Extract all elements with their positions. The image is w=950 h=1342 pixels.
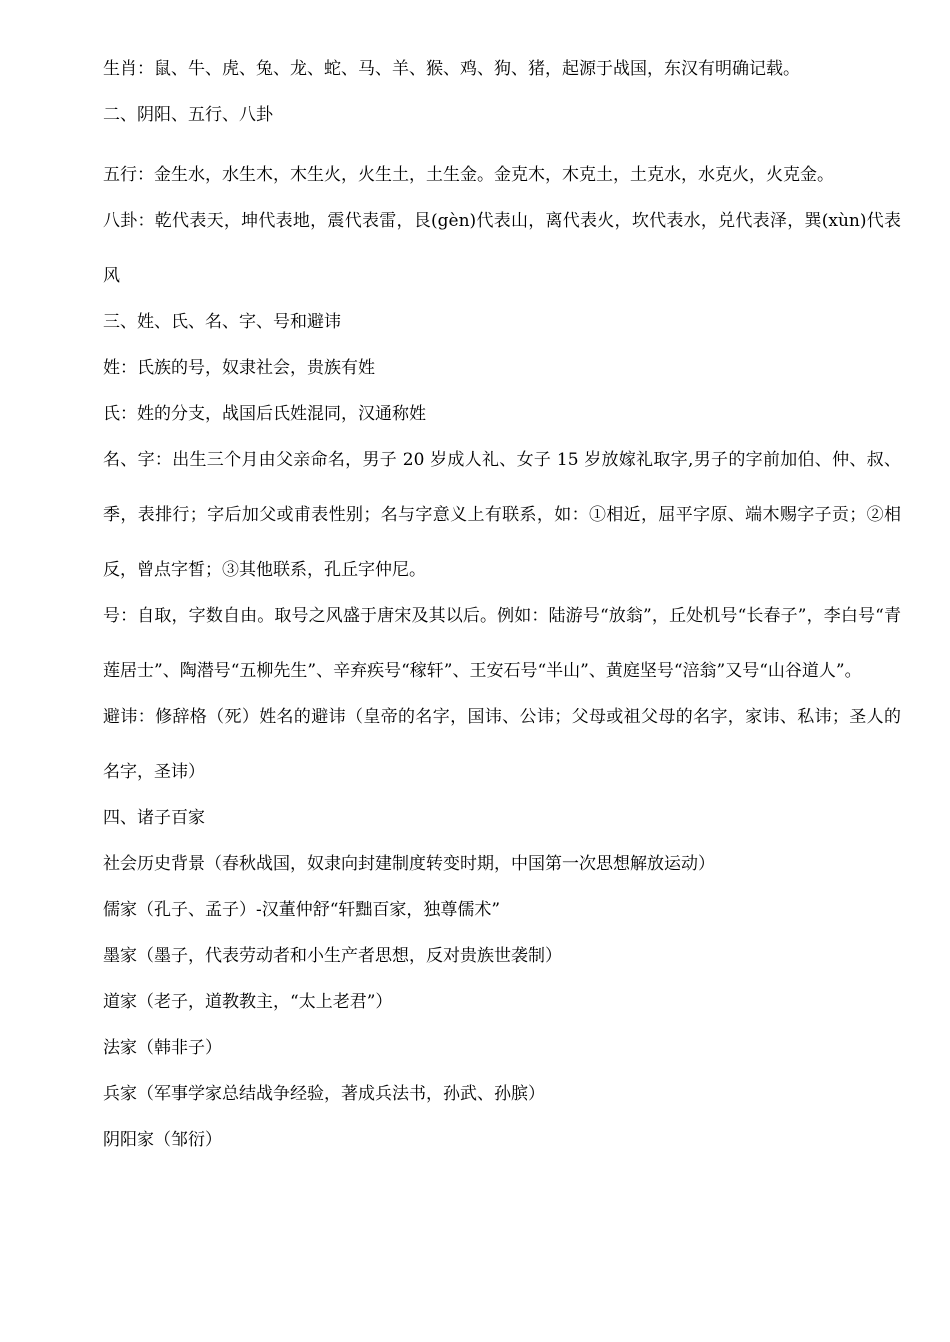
- paragraph-wuxing: 五行：金生水，水生木，木生火，火生土，土生金。金克木，木克土，土克水，水克火，火克金。: [103, 165, 834, 185]
- text-line-clan: 氏：姓的分支，战国后氏姓混同，汉通称姓: [103, 404, 426, 424]
- text-line-mohism: 墨家（墨子，代表劳动者和小生产者思想，反对贵族世袭制）: [103, 946, 562, 966]
- text-line-yinyang-school: 阴阳家（邹衍）: [103, 1130, 222, 1150]
- heading-yinyang: 二、阴阳、五行、八卦: [103, 105, 273, 125]
- text-line-taoism: 道家（老子，道教教主，“太上老君”）: [103, 992, 393, 1012]
- text-line-confucianism: 儒家（孔子、孟子）-汉董仲舒“轩黜百家，独尊儒术”: [103, 900, 501, 920]
- paragraph-ming-zi: 名、字：出生三个月由父亲命名，男子 20 岁成人礼、女子 15 岁放嫁礼取字,男子的字前加伯、仲、叔、季，表排行；字后加父或甫表性别；名与字意义上有联系，如：①相近，屈平字原、端木赐字子贡；②相反，曾点字皙；③其他联系，孔丘字仲尼。: [103, 450, 901, 580]
- text-line-legalism: 法家（韩非子）: [103, 1038, 222, 1058]
- paragraph-taboo: 避讳：修辞格（死）姓名的避讳（皇帝的名字，国讳、公讳；父母或祖父母的名字，家讳、私讳；圣人的名字，圣讳）: [103, 707, 901, 782]
- paragraph-bagua: 八卦：乾代表天，坤代表地，震代表雷，艮(gèn)代表山，离代表火，坎代表水，兑代表泽，巽(xùn)代表风: [103, 211, 901, 286]
- text-line-zodiac: 生肖：鼠、牛、虎、兔、龙、蛇、马、羊、猴、鸡、狗、猪，起源于战国，东汉有明确记载。: [103, 59, 800, 79]
- paragraph-hao: 号：自取，字数自由。取号之风盛于唐宋及其以后。例如：陆游号“放翁”，丘处机号“长春子”，李白号“青莲居士”、陶潜号“五柳先生”、辛弃疾号“稼轩”、王安石号“半山”、黄庭坚号“涪翁”又号“山谷道人”。: [103, 606, 901, 681]
- text-line-surname: 姓：氏族的号，奴隶社会，贵族有姓: [103, 358, 375, 378]
- text-line-background: 社会历史背景（春秋战国，奴隶向封建制度转变时期，中国第一次思想解放运动）: [103, 854, 715, 874]
- text-line-military: 兵家（军事学家总结战争经验，著成兵法书，孙武、孙膑）: [103, 1084, 545, 1104]
- document-page: [103, 56, 901, 1173]
- heading-hundred-schools: 四、诸子百家: [103, 808, 205, 828]
- heading-names: 三、姓、氏、名、字、号和避讳: [103, 312, 341, 332]
